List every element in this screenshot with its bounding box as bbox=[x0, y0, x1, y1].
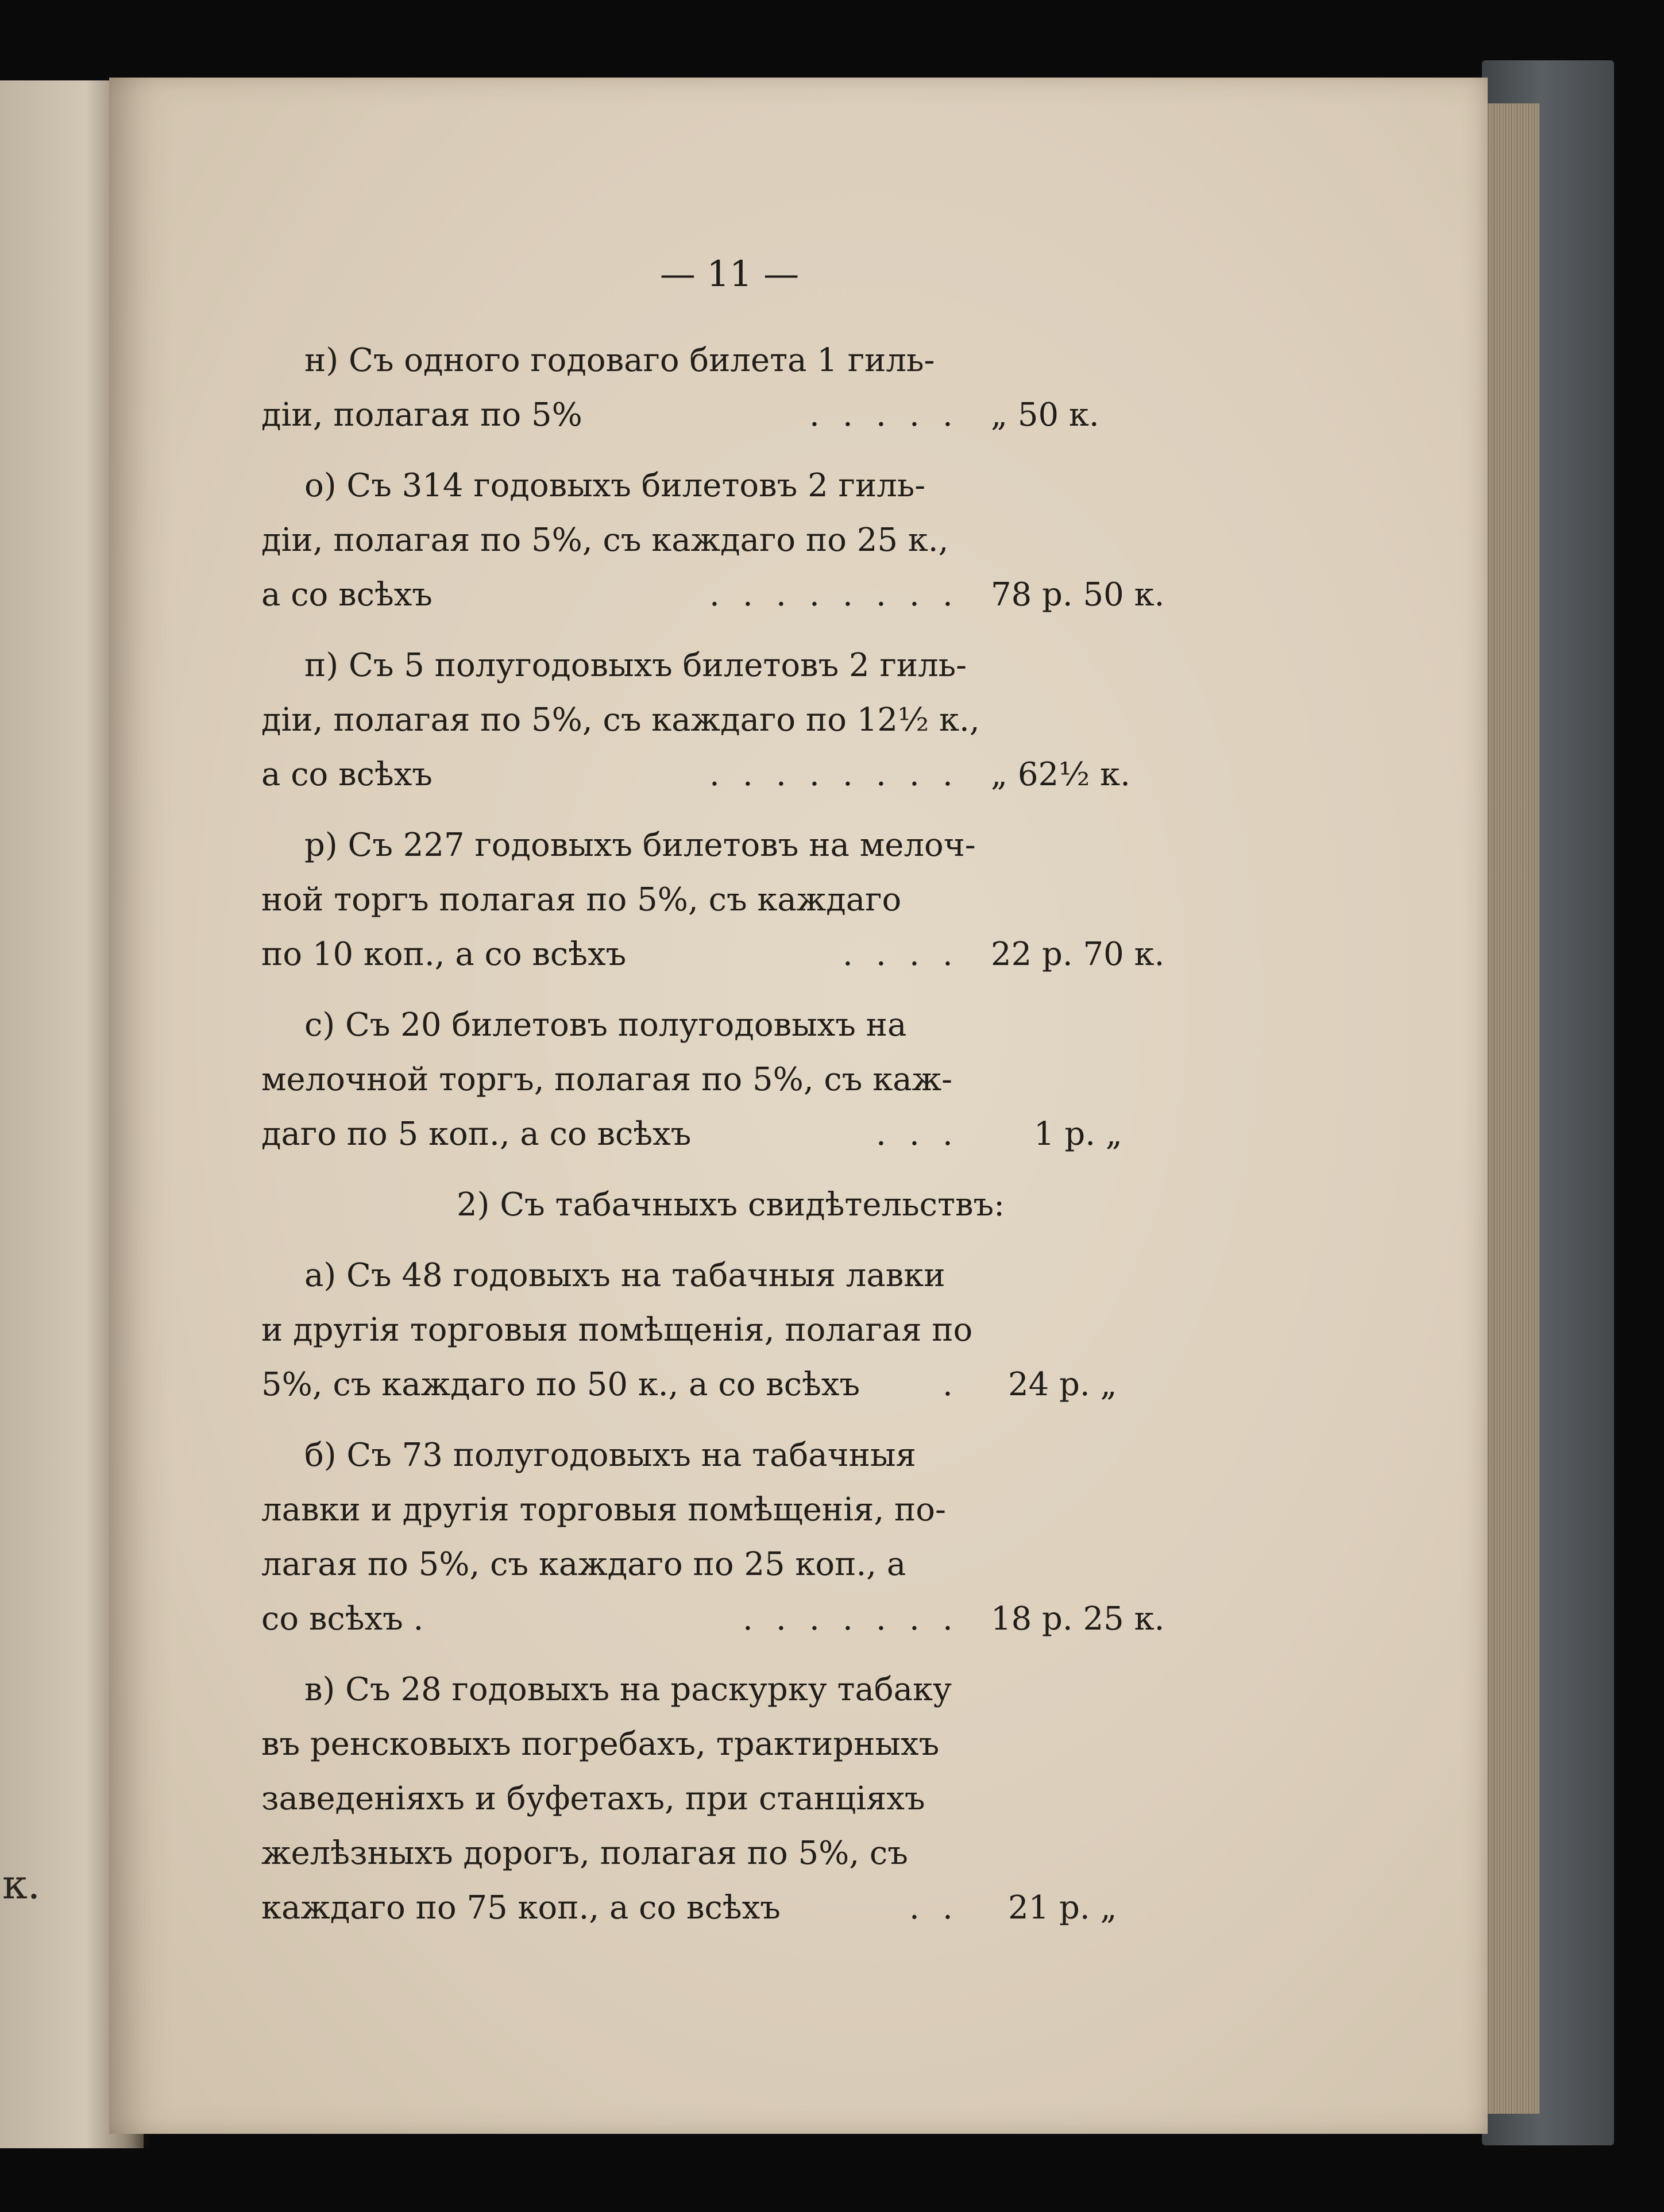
item-line: діи, полагая по 5%, съ каждаго по 12½ к., bbox=[261, 701, 980, 739]
left-page-fragment: к. bbox=[2, 1861, 41, 1908]
item-amount: „ 50 к. bbox=[991, 396, 1099, 434]
page-number: — 11 — bbox=[659, 253, 800, 295]
item-line: діи, полагая по 5%, съ каждаго по 25 к., bbox=[261, 522, 949, 559]
item-line: лагая по 5%, съ каждаго по 25 коп., а bbox=[261, 1546, 906, 1583]
tax-item-s bbox=[261, 998, 1209, 1161]
item-line: діи, полагая по 5% . . . . . bbox=[261, 396, 959, 434]
item-line: о) Съ 314 годовыхъ билетовъ 2 гиль- bbox=[304, 467, 926, 504]
item-amount: „ 62½ к. bbox=[991, 756, 1130, 793]
item-line: с) Съ 20 билетовъ полугодовыхъ на bbox=[304, 1006, 907, 1044]
section-heading: 2) Съ табачныхъ свидѣтельствъ: bbox=[457, 1186, 1005, 1223]
item-amount: 1 р. „ bbox=[1034, 1115, 1122, 1153]
item-line: 5%, съ каждаго по 50 к., а со всѣхъ . bbox=[261, 1366, 959, 1403]
tobacco-item-b bbox=[261, 1428, 1209, 1646]
item-amount: 22 р. 70 к. bbox=[991, 936, 1165, 973]
item-line: и другія торговыя помѣщенія, полагая по bbox=[261, 1311, 973, 1349]
item-amount: 21 р. „ bbox=[1008, 1889, 1117, 1927]
item-line: заведеніяхъ и буфетахъ, при станціяхъ bbox=[261, 1780, 925, 1817]
item-line: ной торгъ полагая по 5%, съ каждаго bbox=[261, 881, 902, 918]
item-line: п) Съ 5 полугодовыхъ билетовъ 2 гиль- bbox=[304, 647, 967, 684]
tobacco-item-a bbox=[261, 1248, 1209, 1412]
item-line: а со всѣхъ . . . . . . . . bbox=[261, 756, 959, 793]
item-line: б) Съ 73 полугодовыхъ на табачныя bbox=[304, 1437, 916, 1474]
item-line: въ ренсковыхъ погребахъ, трактирныхъ bbox=[261, 1725, 940, 1763]
item-line: а со всѣхъ . . . . . . . . bbox=[261, 576, 959, 613]
item-line: со всѣхъ . . . . . . . . bbox=[261, 1600, 959, 1638]
page-content bbox=[261, 333, 1209, 1951]
item-line: р) Съ 227 годовыхъ билетовъ на мелоч- bbox=[304, 827, 976, 864]
item-amount: 24 р. „ bbox=[1008, 1366, 1117, 1403]
item-line: н) Съ одного годоваго билета 1 гиль- bbox=[304, 342, 935, 379]
tobacco-item-v bbox=[261, 1662, 1209, 1935]
item-line: мелочной торгъ, полагая по 5%, съ каж- bbox=[261, 1061, 953, 1098]
item-line: в) Съ 28 годовыхъ на раскурку табаку bbox=[304, 1671, 952, 1708]
tax-item-o bbox=[261, 458, 1209, 622]
item-line: лавки и другія торговыя помѣщенія, по- bbox=[261, 1491, 946, 1528]
item-line: даго по 5 коп., а со всѣхъ . . . bbox=[261, 1115, 959, 1153]
item-amount: 78 р. 50 к. bbox=[991, 576, 1165, 613]
item-amount: 18 р. 25 к. bbox=[991, 1600, 1165, 1638]
item-line: желѣзныхъ дорогъ, полагая по 5%, съ bbox=[261, 1835, 908, 1872]
item-line: каждаго по 75 коп., а со всѣхъ . . bbox=[261, 1889, 959, 1927]
item-line: а) Съ 48 годовыхъ на табачныя лавки bbox=[304, 1257, 945, 1294]
tax-item-r bbox=[261, 818, 1209, 982]
item-line: по 10 коп., а со всѣхъ . . . . bbox=[261, 936, 959, 973]
tax-item-p bbox=[261, 638, 1209, 802]
tax-item-n bbox=[261, 333, 1209, 442]
